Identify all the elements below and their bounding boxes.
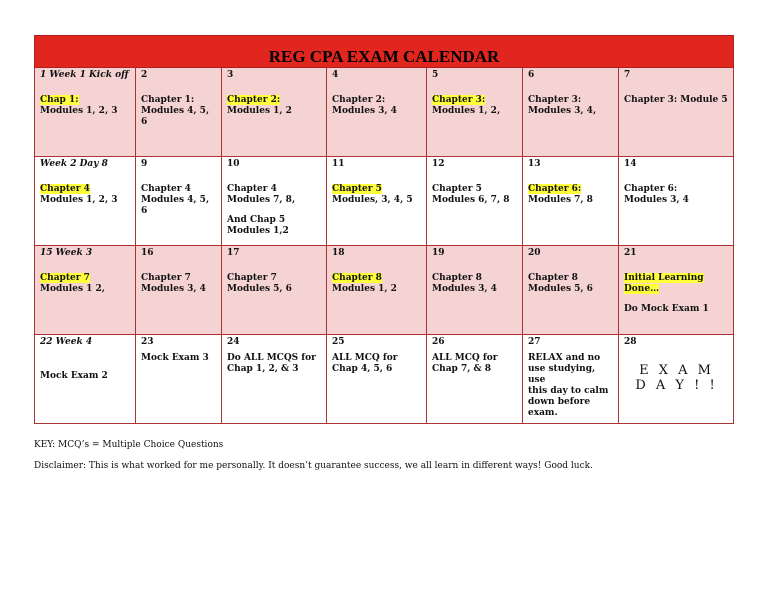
study-task: Modules 1,2 — [227, 226, 289, 236]
day-cell — [619, 68, 734, 157]
study-task: Modules 5, 6 — [528, 284, 593, 294]
study-task: Modules 3, 4, — [528, 106, 597, 116]
day-cell — [35, 246, 136, 335]
day-number: 5 — [432, 70, 439, 80]
study-task: Done… — [624, 284, 660, 294]
study-task: Mock Exam 2 — [40, 371, 108, 381]
study-task: Modules 1, 2, 3 — [40, 106, 118, 116]
day-number: 13 — [528, 159, 541, 169]
study-task: Chapter 4 — [227, 184, 277, 194]
study-task: ALL MCQ for — [432, 353, 498, 363]
study-task: Modules 3, 4 — [432, 284, 497, 294]
day-number: 11 — [332, 159, 345, 169]
study-task: Initial Learning — [624, 273, 704, 283]
study-task: Chapter 7 — [40, 273, 90, 283]
study-task: Chapter 7 — [141, 273, 191, 283]
calendar-body — [35, 68, 734, 424]
day-cell — [35, 157, 136, 246]
week-row — [35, 335, 734, 424]
study-task: Modules 1, 2, — [432, 106, 501, 116]
study-task: Chapter 3: Module 5 — [624, 95, 728, 105]
day-cell — [427, 68, 523, 157]
study-task: Modules 7, 8, — [227, 195, 296, 205]
study-task: Modules 4, 5, 6 — [141, 195, 210, 216]
study-task: Modules 3, 4 — [332, 106, 397, 116]
day-cell — [327, 68, 427, 157]
exam-day-label: D A Y ! ! — [635, 378, 718, 393]
study-task: Modules 4, 5, 6 — [141, 106, 210, 127]
study-task: Modules 7, 8 — [528, 195, 593, 205]
day-cell — [523, 335, 619, 424]
day-number: 17 — [227, 248, 240, 258]
day-cell — [136, 157, 222, 246]
day-cell — [222, 335, 327, 424]
day-cell — [136, 335, 222, 424]
day-number: 10 — [227, 159, 240, 169]
day-cell — [222, 246, 327, 335]
study-task: Chapter 8 — [432, 273, 482, 283]
day-cell — [222, 68, 327, 157]
study-task: Chap 4, 5, 6 — [332, 364, 393, 374]
day-number: 25 — [332, 337, 345, 347]
week-row — [35, 157, 734, 246]
study-task: Do Mock Exam 1 — [624, 304, 709, 314]
key-text: KEY: MCQ’s = Multiple Choice Questions — [34, 440, 224, 450]
day-cell — [619, 246, 734, 335]
study-task: Modules 5, 6 — [227, 284, 292, 294]
study-task: Modules 1, 2, 3 — [40, 195, 118, 205]
day-number: 22 Week 4 — [40, 337, 93, 347]
study-task: Chapter 3: — [528, 95, 582, 105]
day-number: 26 — [432, 337, 445, 347]
day-cell — [136, 68, 222, 157]
day-number: 23 — [141, 337, 154, 347]
study-task: Modules 1 2, — [40, 284, 105, 294]
study-task: Chapter 8 — [332, 273, 382, 283]
day-number: 15 Week 3 — [40, 248, 93, 258]
day-cell — [619, 335, 734, 424]
day-number: Week 2 Day 8 — [40, 159, 108, 169]
study-task: Modules 1, 2 — [332, 284, 397, 294]
study-task: exam. — [528, 408, 558, 418]
day-number: 2 — [141, 70, 148, 80]
study-task: Chapter 5 — [432, 184, 482, 194]
day-cell — [136, 246, 222, 335]
day-cell — [523, 246, 619, 335]
week-row — [35, 68, 734, 157]
study-task: RELAX and no — [528, 353, 601, 363]
day-number: 16 — [141, 248, 154, 258]
study-task: Chap 7, & 8 — [432, 364, 492, 374]
study-task: Modules 3, 4 — [624, 195, 689, 205]
study-task: ALL MCQ for — [332, 353, 398, 363]
study-task: Chap 1: — [40, 95, 79, 105]
day-number: 7 — [624, 70, 631, 80]
day-number: 1 Week 1 Kick off — [40, 70, 129, 80]
week-row — [35, 246, 734, 335]
study-task: Modules 3, 4 — [141, 284, 206, 294]
study-task: Do ALL MCQS for — [227, 353, 316, 363]
day-number: 24 — [227, 337, 240, 347]
day-number: 6 — [528, 70, 535, 80]
day-cell — [327, 246, 427, 335]
study-task: Chapter 3: — [432, 95, 486, 105]
study-task: Modules 1, 2 — [227, 106, 292, 116]
day-number: 3 — [227, 70, 234, 80]
calendar-title: REG CPA EXAM CALENDAR — [35, 36, 734, 68]
study-task: Chapter 8 — [528, 273, 578, 283]
study-task: Chapter 5 — [332, 184, 382, 194]
study-task: Chapter 6: — [528, 184, 582, 194]
study-task: Chapter 4 — [141, 184, 191, 194]
study-task: Chapter 4 — [40, 184, 90, 194]
day-number: 19 — [432, 248, 445, 258]
day-cell — [35, 68, 136, 157]
study-task: Chapter 2: — [227, 95, 281, 105]
study-task: Chapter 2: — [332, 95, 386, 105]
day-number: 28 — [624, 337, 637, 347]
exam-calendar — [34, 35, 734, 424]
day-cell — [427, 246, 523, 335]
day-number: 18 — [332, 248, 345, 258]
study-task: Chapter 6: — [624, 184, 678, 194]
study-task: Modules, 3, 4, 5 — [332, 195, 413, 205]
study-task: Chap 1, 2, & 3 — [227, 364, 299, 374]
day-cell — [327, 335, 427, 424]
day-number: 9 — [141, 159, 148, 169]
study-task: Mock Exam 3 — [141, 353, 209, 363]
study-task: Chapter 1: — [141, 95, 195, 105]
day-cell — [523, 68, 619, 157]
day-cell — [222, 157, 327, 246]
day-cell — [427, 157, 523, 246]
day-number: 27 — [528, 337, 541, 347]
day-cell — [619, 157, 734, 246]
day-number: 4 — [332, 70, 339, 80]
day-cell — [35, 335, 136, 424]
day-number: 21 — [624, 248, 637, 258]
day-number: 20 — [528, 248, 541, 258]
disclaimer-text: Disclaimer: This is what worked for me personally. It doesn’t guarantee success, we all learn in different ways! Good luck. — [34, 461, 593, 471]
study-task: this day to calm — [528, 386, 609, 396]
study-task: down before — [528, 397, 591, 407]
day-number: 12 — [432, 159, 445, 169]
study-task: And Chap 5 — [227, 215, 286, 225]
study-task: Chapter 7 — [227, 273, 277, 283]
day-cell — [327, 157, 427, 246]
day-cell — [523, 157, 619, 246]
exam-day-label: E X A M — [639, 363, 714, 378]
day-cell — [427, 335, 523, 424]
study-task: use studying, use — [528, 364, 596, 385]
study-task: Modules 6, 7, 8 — [432, 195, 510, 205]
day-number: 14 — [624, 159, 637, 169]
